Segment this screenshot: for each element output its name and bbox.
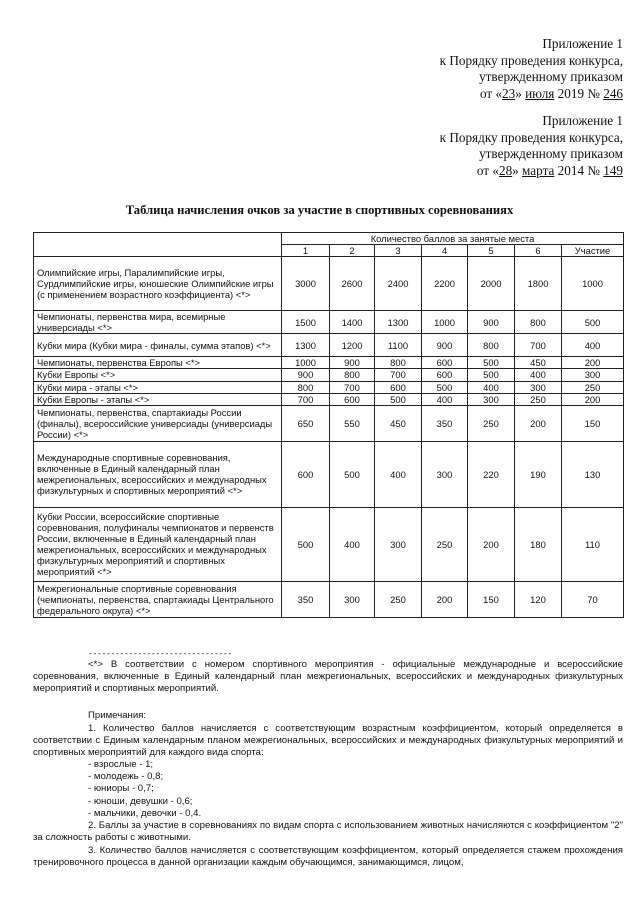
points-cell: 500 [330,441,375,507]
list-item: - молодежь - 0,8; [88,771,164,783]
points-cell: 500 [282,507,330,581]
footnote-text: <*> В соответствии с номером спортивного мероприятия - официальные международные и всероссийские соревнования, включенные в Единый календарный план межрегиональных, всероссийских и международных физкультурных мероприятий и спортивных мероприятий. [33,659,623,695]
event-name-cell: Кубки мира (Кубки мира - финалы, сумма этапов) <*> [34,334,282,357]
appendix-date-line: от «28» марта 2014 № 149 [476,162,623,178]
points-cell: 200 [515,405,562,441]
points-cell: 300 [515,381,562,393]
appendix-order-number: 246 [603,85,623,101]
list-item: - юниоры - 0,7; [88,783,154,795]
note-1: 1. Количество баллов начисляется с соответствующим возрастным коэффициентом, который определяется в соответствии с Единым календарным планом межрегиональных, всероссийских и международных физкультурных мероприятий и спортивных мероприятий для каждого вида спорта: [33,723,623,759]
event-name-cell: Чемпионаты, первенства Европы <*> [34,357,282,369]
points-cell: 130 [562,441,624,507]
points-cell: 400 [562,334,624,357]
points-cell: 250 [562,381,624,393]
table-row [34,334,624,357]
points-cell: 500 [562,311,624,334]
points-cell: 900 [282,369,330,381]
table-row [34,311,624,334]
points-cell: 900 [330,357,375,369]
event-name-cell: Кубки Европы - этапы <*> [34,393,282,405]
points-cell: 800 [330,369,375,381]
points-cell: 800 [468,334,515,357]
table-body [34,257,624,618]
points-cell: 120 [515,581,562,617]
column-header: 3 [375,245,422,257]
points-cell: 900 [422,334,468,357]
table-header-points: Количество баллов за занятые места [282,233,624,245]
points-cell: 600 [375,381,422,393]
appendix-label: Приложение 1 [542,36,623,51]
appendix-order-ref: к Порядку проведения конкурса, [439,52,623,68]
points-cell: 1800 [515,257,562,311]
points-cell: 110 [562,507,624,581]
points-cell: 800 [282,381,330,393]
appendix-day: 28 [498,162,513,178]
appendix-month: июля [525,85,555,101]
points-cell: 1300 [282,334,330,357]
table-row [34,581,624,617]
points-cell: 200 [468,507,515,581]
appendix-day: 23 [502,85,516,101]
table-row [34,393,624,405]
points-cell: 70 [562,581,624,617]
appendix-label: Приложение 1 [542,113,623,128]
appendix-approved: утвержденному приказом [479,69,623,84]
list-item: - взрослые - 1; [88,759,154,770]
points-cell: 300 [375,507,422,581]
points-cell: 700 [375,369,422,381]
event-name-cell: Чемпионаты, первенства мира, всемирные универсиады <*> [34,311,282,334]
points-cell: 1000 [562,257,624,311]
points-cell: 400 [330,507,375,581]
table-row [34,381,624,393]
appendix-order-ref: к Порядку проведения конкурса, [439,129,623,145]
points-cell: 1500 [282,311,330,334]
points-cell: 500 [468,369,515,381]
table-row [34,507,624,581]
points-cell: 220 [468,441,515,507]
table-row [34,257,624,311]
points-cell: 2200 [422,257,468,311]
points-cell: 400 [422,393,468,405]
event-name-cell: Олимпийские игры, Паралимпийские игры, Сурдлимпийские игры, юношеские Олимпийские игры (с применением возрастного коэффициента) <*> [34,257,282,311]
age-coefficient-list [88,759,201,820]
event-name-cell: Межрегиональные спортивные соревнования (чемпионаты, первенства, спартакиады Центрального федерального округа) <*> [34,581,282,617]
points-cell: 600 [282,441,330,507]
column-header: 4 [422,245,468,257]
points-cell: 250 [375,581,422,617]
points-cell: 700 [515,334,562,357]
points-cell: 600 [422,357,468,369]
points-cell: 250 [422,507,468,581]
points-cell: 450 [515,357,562,369]
points-cell: 180 [515,507,562,581]
column-header: Участие [562,245,624,257]
points-cell: 550 [330,405,375,441]
points-cell: 700 [282,393,330,405]
table-row [34,405,624,441]
points-cell: 300 [422,441,468,507]
column-header: 6 [515,245,562,257]
column-header: 5 [468,245,515,257]
points-cell: 800 [515,311,562,334]
points-cell: 900 [468,311,515,334]
points-cell: 400 [375,441,422,507]
points-cell: 300 [468,393,515,405]
table-row [34,369,624,381]
points-cell: 1400 [330,311,375,334]
event-name-cell: Кубки мира - этапы <*> [34,381,282,393]
points-cell: 400 [515,369,562,381]
points-cell: 250 [468,405,515,441]
document-title: Таблица начисления очков за участие в спортивных соревнованиях [125,203,514,217]
points-cell: 300 [330,581,375,617]
points-cell: 1000 [282,357,330,369]
points-cell: 150 [562,405,624,441]
list-item: - юноши, девушки - 0,6; [88,795,193,807]
points-cell: 500 [468,357,515,369]
points-cell: 350 [422,405,468,441]
points-cell: 150 [468,581,515,617]
appendix-month: марта [522,162,555,178]
points-cell: 500 [422,381,468,393]
points-cell: 1100 [375,334,422,357]
points-cell: 1000 [422,311,468,334]
event-name-cell: Чемпионаты, первенства, спартакиады России (финалы), всероссийские универсиады (универсиады России) <*> [34,405,282,441]
note-2: 2. Баллы за участие в соревнованиях по видам спорта с использованием животных начисляются с коэффициентом "2" за сложность работы с животными. [33,820,623,844]
points-cell: 190 [515,441,562,507]
points-cell: 250 [515,393,562,405]
note-3: 3. Количество баллов начисляется с соответствующим коэффициентом, который определяется стажем прохождения тренировочного процесса в данной организации каждым обучающимся, занимающимся, лицом, [33,845,623,869]
column-header: 1 [282,245,330,257]
list-item: - мальчики, девочки - 0,4. [88,807,202,819]
points-cell: 200 [562,393,624,405]
appendix-order-number: 149 [603,162,623,178]
points-table [33,232,624,618]
table-header-row [34,233,624,245]
points-cell: 800 [375,357,422,369]
points-cell: 3000 [282,257,330,311]
appendix-header-2014 [440,113,623,179]
points-cell: 1300 [375,311,422,334]
points-cell: 2000 [468,257,515,311]
footnote-separator: -------------------------------- [88,650,233,659]
points-cell: 650 [282,405,330,441]
points-cell: 2600 [330,257,375,311]
points-cell: 1200 [330,334,375,357]
appendix-header-2019 [440,36,623,102]
points-cell: 700 [330,381,375,393]
points-cell: 500 [375,393,422,405]
points-cell: 2400 [375,257,422,311]
notes-title: Примечания: [88,710,147,721]
points-cell: 300 [562,369,624,381]
appendix-approved: утвержденному приказом [479,146,623,161]
points-cell: 200 [422,581,468,617]
appendix-date-line: от «23» июля 2019 № 246 [479,85,623,101]
points-cell: 600 [422,369,468,381]
points-cell: 400 [468,381,515,393]
table-row [34,357,624,369]
points-cell: 450 [375,405,422,441]
points-cell: 200 [562,357,624,369]
event-name-cell: Кубки России, всероссийские спортивные соревнования, полуфиналы чемпионатов и первенств России, включенные в Единый календарный план межрегиональных, всероссийских и международных физкультурных мероприятий и спортивных мероприятий <*> [34,507,282,581]
points-cell: 350 [282,581,330,617]
event-name-cell: Кубки Европы <*> [34,369,282,381]
event-name-cell: Международные спортивные соревнования, включенные в Единый календарный план межрегиональных, всероссийских и международных физкультурных и спортивных мероприятий <*> [34,441,282,507]
points-cell: 600 [330,393,375,405]
column-header: 2 [330,245,375,257]
table-row [34,441,624,507]
table-header-event [34,233,282,257]
